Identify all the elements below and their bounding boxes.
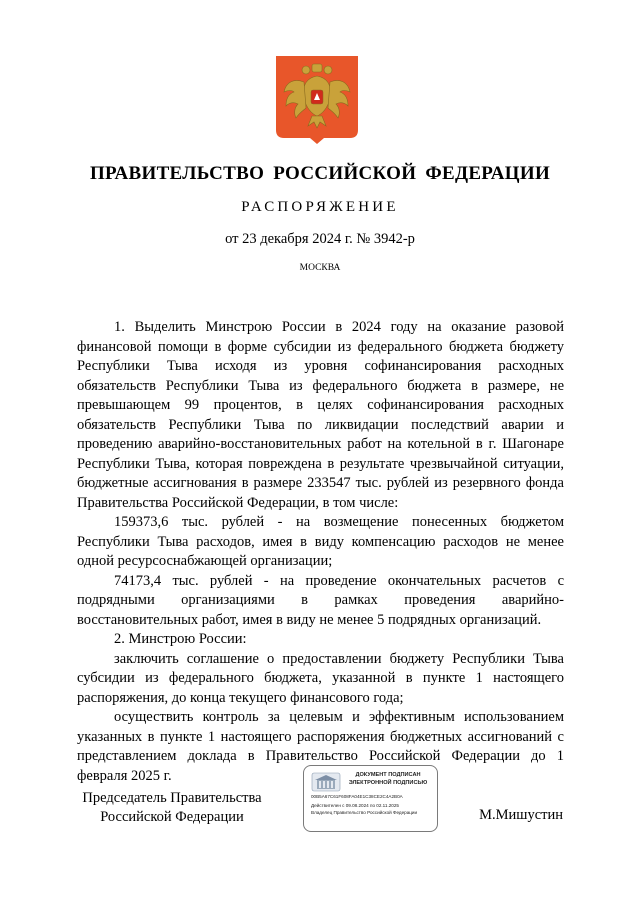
paragraph-2: 2. Минстрою России: bbox=[114, 631, 247, 647]
stamp-title-line2: ЭЛЕКТРОННОЙ ПОДПИСЬЮ bbox=[348, 779, 428, 786]
electronic-signature-stamp bbox=[303, 765, 438, 832]
coat-of-arms-emblem bbox=[276, 56, 358, 144]
paragraph-1: 1. Выделить Минстрою России в 2024 году на оказание разовой финансовой помощи в форме субсидии из федерального бюджета бюджету Республики Тыва исходя из уровня софинансирования расходных обязательств Республики Тыва из федерального бюджета в размере, не превышающем 99 процентов, в целях софинансирования расходных обязательств Республики Тыва по ликвидации последствий аварии и проведению аварийно-восстановительных работ на котельной в г. Шагонаре Республики Тыва, которая повреждена в результате чрезвычайной ситуации, бюджетные ассигнования в размере 233547 тыс. рублей из резервного фонда Правительства Российской Федерации, в том числе: bbox=[77, 319, 564, 511]
document-city: МОСКВА bbox=[299, 263, 341, 273]
signatory-name: М.Мишустин bbox=[479, 807, 563, 823]
document-body bbox=[77, 318, 564, 786]
stamp-title-line1: ДОКУМЕНТ ПОДПИСАН bbox=[355, 772, 421, 778]
paragraph-2-item-2: осуществить контроль за целевым и эффективным использованием указанных в пункте 1 настоящего распоряжения бюджетных ассигнований с представлением доклада в Правительство Российской Федерации до 1 февраля 2025 г. bbox=[77, 709, 564, 784]
stamp-certificate: 00B5A67C61F608FA04E1C38CE2C4A2B0A bbox=[311, 794, 403, 799]
government-title: ПРАВИТЕЛЬСТВО РОССИЙСКОЙ ФЕДЕРАЦИИ bbox=[89, 163, 551, 184]
signatory-position-line1: Председатель Правительства bbox=[82, 790, 262, 806]
signatory-position-line2: Российской Федерации bbox=[100, 809, 244, 825]
paragraph-2-item-1: заключить соглашение о предоставлении бюджету Республики Тыва субсидии из федерального бюджета, указанной в пункте 1 настоящего распоряжения, до конца текущего финансового года; bbox=[77, 650, 564, 706]
paragraph-1-item-1: 159373,6 тыс. рублей - на возмещение понесенных бюджетом Республики Тыва расходов, имея в виду компенсацию расходов не менее одной ресурсоснабжающей организации; bbox=[77, 514, 564, 569]
stamp-title bbox=[342, 772, 434, 787]
signatory-position bbox=[77, 789, 267, 827]
stamp-validity: Действителен с 09.08.2024 по 02.11.2025 bbox=[311, 803, 399, 808]
stamp-owner: Владелец Правительство Российской Федерации bbox=[311, 810, 418, 815]
document-type: РАСПОРЯЖЕНИЕ bbox=[241, 199, 399, 215]
document-date-number: от 23 декабря 2024 г. № 3942-р bbox=[225, 231, 415, 247]
paragraph-1-item-2: 74173,4 тыс. рублей - на проведение окончательных расчетов с подрядными организациями в рамках проведения аварийно-восстановительных работ, имея в виду не менее 5 подрядных организаций. bbox=[77, 572, 564, 628]
building-icon bbox=[311, 772, 341, 792]
